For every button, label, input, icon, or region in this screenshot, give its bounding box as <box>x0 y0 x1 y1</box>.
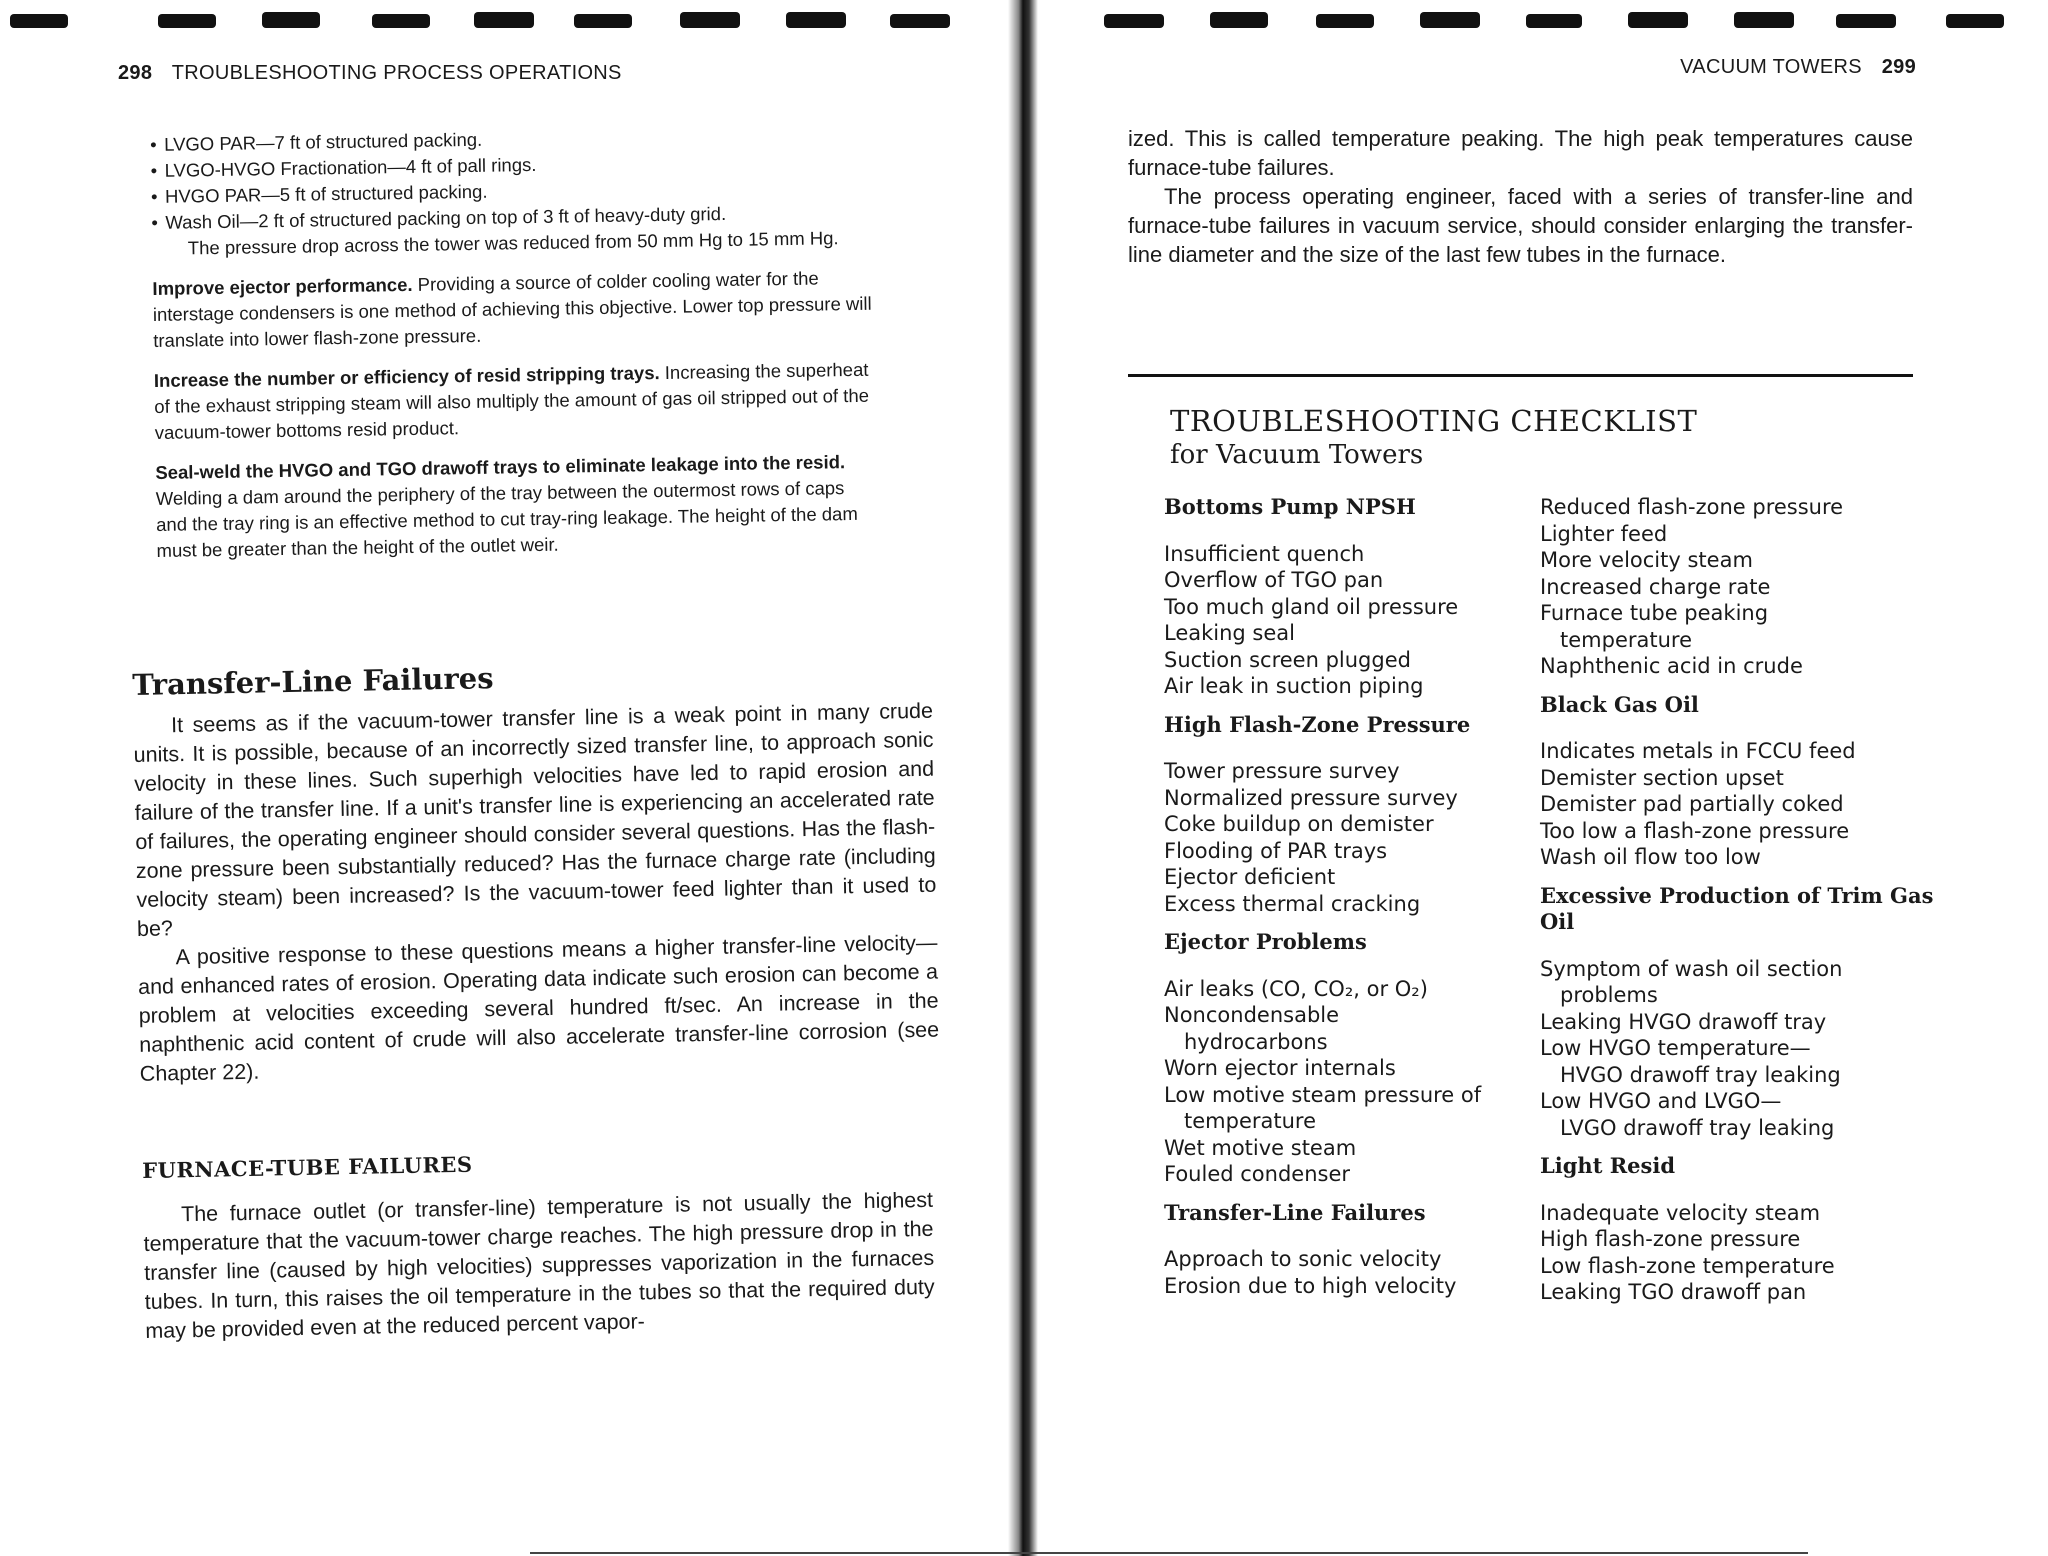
left-running-head <box>118 62 622 85</box>
checklist-item: Wet motive steam <box>1164 1135 1357 1160</box>
checklist-item: Leaking seal <box>1164 621 1295 645</box>
checklist-item: Fouled condenser <box>1164 1162 1351 1186</box>
right-top-text <box>1128 124 1913 269</box>
checklist-heading: TROUBLESHOOTING CHECKLIST <box>1170 404 1698 438</box>
checklist-item: Reduced flash-zone pressure <box>1540 495 1844 519</box>
checklist-item: Normalized pressure survey <box>1164 785 1458 810</box>
checklist-item: Inadequate velocity steam <box>1540 1200 1821 1225</box>
transfer-line-section <box>132 653 940 1089</box>
checklist-item: Air leak in suction piping <box>1164 674 1424 698</box>
checklist-item: Coke buildup on demister <box>1164 812 1434 836</box>
checklist-item: High flash-zone pressure <box>1540 1227 1801 1251</box>
para-heading: Improve ejector performance. <box>152 273 413 299</box>
checklist-item: Low flash-zone temperature <box>1540 1253 1835 1278</box>
checklist-item: hydrocarbons <box>1184 1029 1328 1054</box>
checklist-group <box>1540 883 1940 1142</box>
checklist-item: Low HVGO temperature— <box>1540 1036 1811 1060</box>
checklist-item: Flooding of PAR trays <box>1164 838 1388 863</box>
body-paragraph: The furnace outlet (or transfer-line) temperature is not usually the highest temperature that the vacuum-tower charge reaches. The high pressure drop in the transfer line (caused by high velocities) suppresses vaporization in the furnaces tubes. In turn, this raises the oil temperature in the tubes so that the required duty may be provided even at the reduced percent vapor- <box>143 1187 935 1343</box>
list-item: • LVGO-HVGO Fractionation—4 ft of pall rings. <box>150 147 870 184</box>
checklist-item: Demister section upset <box>1540 765 1784 790</box>
section-divider <box>1128 374 1913 377</box>
checklist-item: Worn ejector internals <box>1164 1056 1396 1080</box>
right-running-head <box>1680 56 1916 79</box>
book-spine-shadow <box>1008 0 1038 1556</box>
checklist-item: Suction screen plugged <box>1164 647 1411 672</box>
checklist-group <box>1164 712 1514 918</box>
pressure-drop-text: The pressure drop across the tower was reduced from 50 mm Hg to 15 mm Hg. <box>187 227 839 259</box>
checklist-item: Wash oil flow too low <box>1540 845 1761 869</box>
checklist-item: temperature <box>1184 1109 1316 1133</box>
checklist-item: Too low a flash-zone pressure <box>1540 818 1850 843</box>
checklist-group-heading: Light Resid <box>1540 1153 1676 1178</box>
checklist-subheading: for Vacuum Towers <box>1170 440 1424 470</box>
ejector-paragraph <box>152 265 873 354</box>
checklist-item: Leaking HVGO drawoff tray <box>1540 1009 1827 1034</box>
right-page-number: 299 <box>1881 56 1916 78</box>
para-heading: Seal-weld the HVGO and TGO drawoff trays to eliminate leakage into the resid. <box>155 451 846 483</box>
checklist-group <box>1164 1200 1514 1300</box>
para-text: Welding a dam around the periphery of the tray between the outermost rows of caps and the tray ring is an effective method to cut tray-ring leakage. The height of the dam must be greater than the height of the outlet weir. <box>155 477 858 561</box>
checklist-group-heading: High Flash-Zone Pressure <box>1164 711 1471 737</box>
checklist-item: Demister pad partially coked <box>1540 792 1844 816</box>
left-page-number: 298 <box>118 62 153 84</box>
checklist-group <box>1164 929 1514 1188</box>
stripping-trays-paragraph <box>154 357 875 446</box>
checklist-item: Increased charge rate <box>1540 574 1771 599</box>
checklist-item: LVGO drawoff tray leaking <box>1560 1115 1835 1140</box>
checklist-item: Lighter feed <box>1540 521 1668 546</box>
checklist-group-heading: Transfer-Line Failures <box>1164 1199 1426 1225</box>
checklist-group-heading: Ejector Problems <box>1164 929 1367 954</box>
furnace-tube-section <box>142 1143 935 1346</box>
section-title: Transfer-Line Failures <box>132 661 494 702</box>
checklist-item: More velocity steam <box>1540 548 1753 572</box>
subsection-title: FURNACE-TUBE FAILURES <box>142 1151 473 1183</box>
checklist-item: Low motive steam pressure of <box>1164 1082 1482 1107</box>
checklist-item: Tower pressure survey <box>1164 759 1400 783</box>
checklist-item: Leaking TGO drawoff pan <box>1540 1280 1807 1304</box>
checklist-group-heading: Excessive Production of Trim Gas Oil <box>1540 882 1934 934</box>
checklist-title <box>1170 404 1697 470</box>
checklist-group <box>1540 1153 1940 1306</box>
checklist-item: temperature <box>1560 627 1692 652</box>
checklist-item: Air leaks (CO, CO₂, or O₂) <box>1164 976 1428 1001</box>
list-item: • HVGO PAR—5 ft of structured packing. <box>151 173 871 210</box>
page-bottom-edge <box>530 1552 1808 1554</box>
body-paragraph: The process operating engineer, faced with a series of transfer-line and furnace-tube failures in vacuum service, should consider enlarging the transfer-line diameter and the size of the last few tubes in the furnace. <box>1128 184 1913 267</box>
checklist-group <box>1540 494 1940 680</box>
checklist-item: Excess thermal cracking <box>1164 891 1421 916</box>
para-text: Providing a source of colder cooling water for the interstage condensers is one method of achieving this objective. Lower top pressure will translate into lower flash-zone pressure. <box>152 267 872 351</box>
body-paragraph: A positive response to these questions means a higher transfer-line velocity—and enhanced rates of erosion. Operating data indicate such erosion can become a problem at velocities exceeding several hundred ft/sec. An increase in the naphthenic acid content of crude will also accelerate transfer-line corrosion (see Chapter 22). <box>137 930 940 1086</box>
checklist-item: Insufficient quench <box>1164 541 1365 566</box>
checklist-item: Indicates metals in FCCU feed <box>1540 739 1856 763</box>
checklist-item: Approach to sonic velocity <box>1164 1247 1442 1271</box>
checklist-group-heading: Bottoms Pump NPSH <box>1164 494 1416 519</box>
checklist-column-right <box>1540 494 1940 1318</box>
checklist-item: problems <box>1560 983 1658 1007</box>
checklist-item: Ejector deficient <box>1164 865 1336 889</box>
checklist-item: Overflow of TGO pan <box>1164 568 1384 592</box>
checklist-item: Low HVGO and LVGO— <box>1540 1089 1782 1113</box>
body-paragraph: It seems as if the vacuum-tower transfer line is a weak point in many crude units. It is possible, because of an incorrectly sized transfer line, to approach sonic velocity in these lines. Such superhigh velocities have led to rapid erosion and failure of the transfer line. If a unit's transfer line is experiencing an accelerated rate of failures, the operating engineer should consider several questions. Has the flash-zone pressure been substantially reduced? Has the furnace charge rate (including velocity steam) been increased? Is the vacuum-tower feed lighter than it used to be? <box>133 698 937 941</box>
checklist-item: Symptom of wash oil section <box>1540 956 1843 981</box>
left-top-block <box>150 121 877 564</box>
checklist-item: Erosion due to high velocity <box>1164 1273 1457 1298</box>
checklist-item: Too much gland oil pressure <box>1164 594 1459 619</box>
packing-bullet-list <box>150 121 872 236</box>
checklist-item: Naphthenic acid in crude <box>1540 654 1803 678</box>
list-item: • Wash Oil—2 ft of structured packing on top of 3 ft of heavy-duty grid. <box>151 199 871 236</box>
right-head-title: VACUUM TOWERS <box>1680 56 1862 78</box>
checklist-item: Noncondensable <box>1164 1003 1340 1027</box>
left-head-title: TROUBLESHOOTING PROCESS OPERATIONS <box>171 62 622 84</box>
checklist-item: Furnace tube peaking <box>1540 601 1769 625</box>
checklist-group-heading: Black Gas Oil <box>1540 691 1699 717</box>
body-paragraph: ized. This is called temperature peaking. The high peak temperatures cause furnace-tube failures. <box>1128 126 1913 180</box>
checklist-group <box>1164 494 1514 700</box>
checklist-column-left <box>1164 494 1514 1311</box>
seal-weld-paragraph <box>155 449 877 564</box>
para-text: Increasing the superheat of the exhaust stripping steam will also multiply the amount of gas oil stripped out of the vacuum-tower bottoms resid product. <box>154 358 870 443</box>
para-heading: Increase the number or efficiency of resid stripping trays. <box>153 362 660 391</box>
list-item: • LVGO PAR—7 ft of structured packing. <box>150 121 870 158</box>
checklist-item: HVGO drawoff tray leaking <box>1560 1062 1841 1087</box>
checklist-group <box>1540 692 1940 871</box>
